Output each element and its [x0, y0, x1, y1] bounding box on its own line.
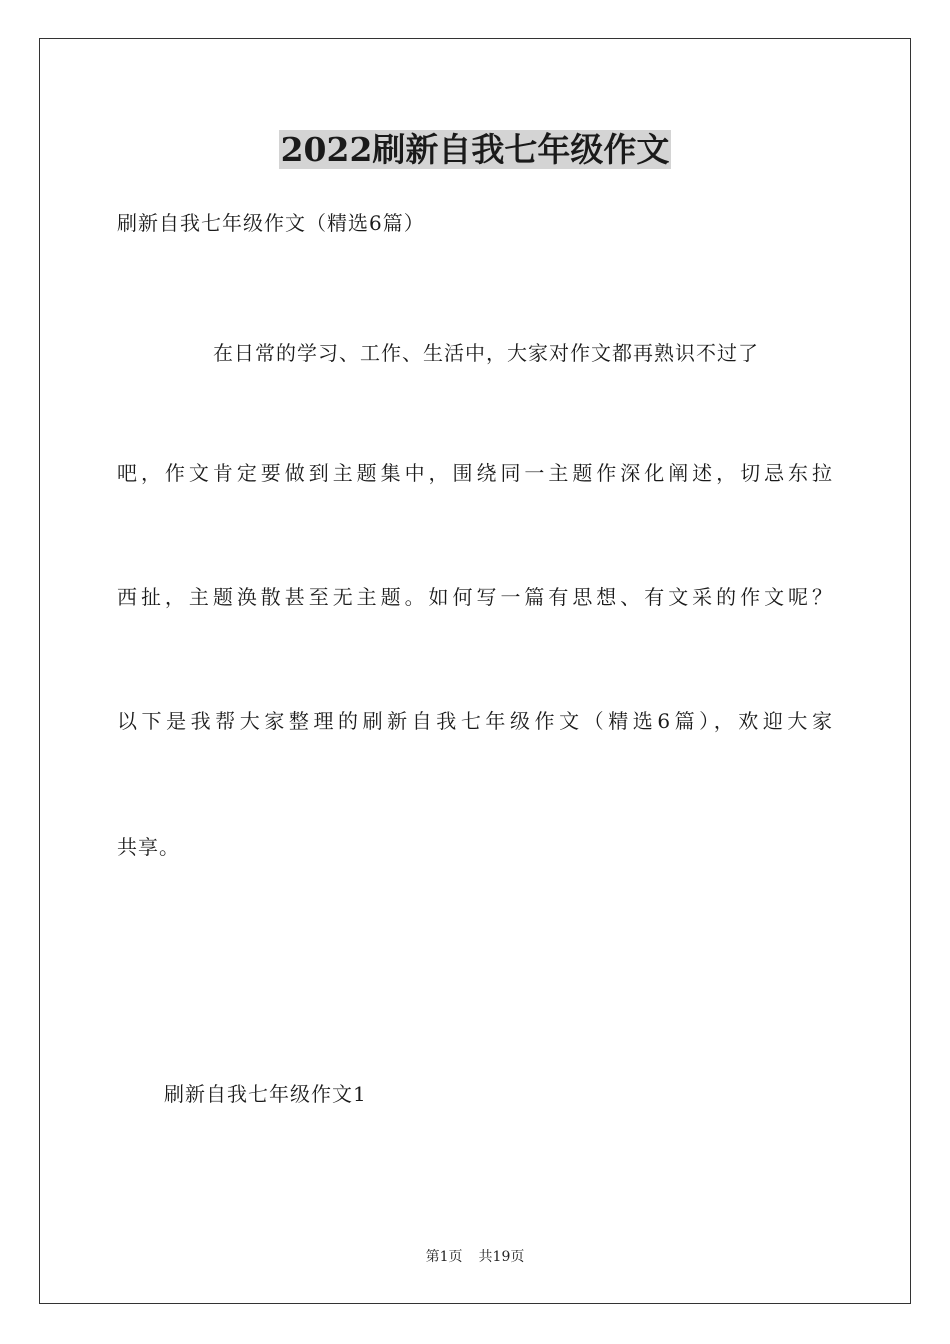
page-total: 共19页: [478, 1249, 525, 1265]
intro-line-3: 西扯，主题涣散甚至无主题。如何写一篇有思想、有文采的作文呢？: [117, 585, 833, 609]
document-title-text: 2022刷新自我七年级作文: [280, 130, 670, 169]
intro-line-5: 共享。: [117, 835, 180, 859]
intro-line-1: 在日常的学习、工作、生活中，大家对作文都再熟识不过了: [213, 341, 759, 365]
document-subtitle: 刷新自我七年级作文（精选6篇）: [117, 211, 425, 235]
section-heading: 刷新自我七年级作文1: [164, 1082, 367, 1106]
document-title: [0, 128, 950, 172]
page-number: 第1页: [425, 1249, 463, 1265]
intro-line-2: 吧，作文肯定要做到主题集中，围绕同一主题作深化阐述，切忌东拉: [117, 461, 833, 485]
intro-line-4: 以下是我帮大家整理的刷新自我七年级作文（精选6篇），欢迎大家: [117, 709, 833, 733]
page-footer: [0, 1247, 950, 1267]
